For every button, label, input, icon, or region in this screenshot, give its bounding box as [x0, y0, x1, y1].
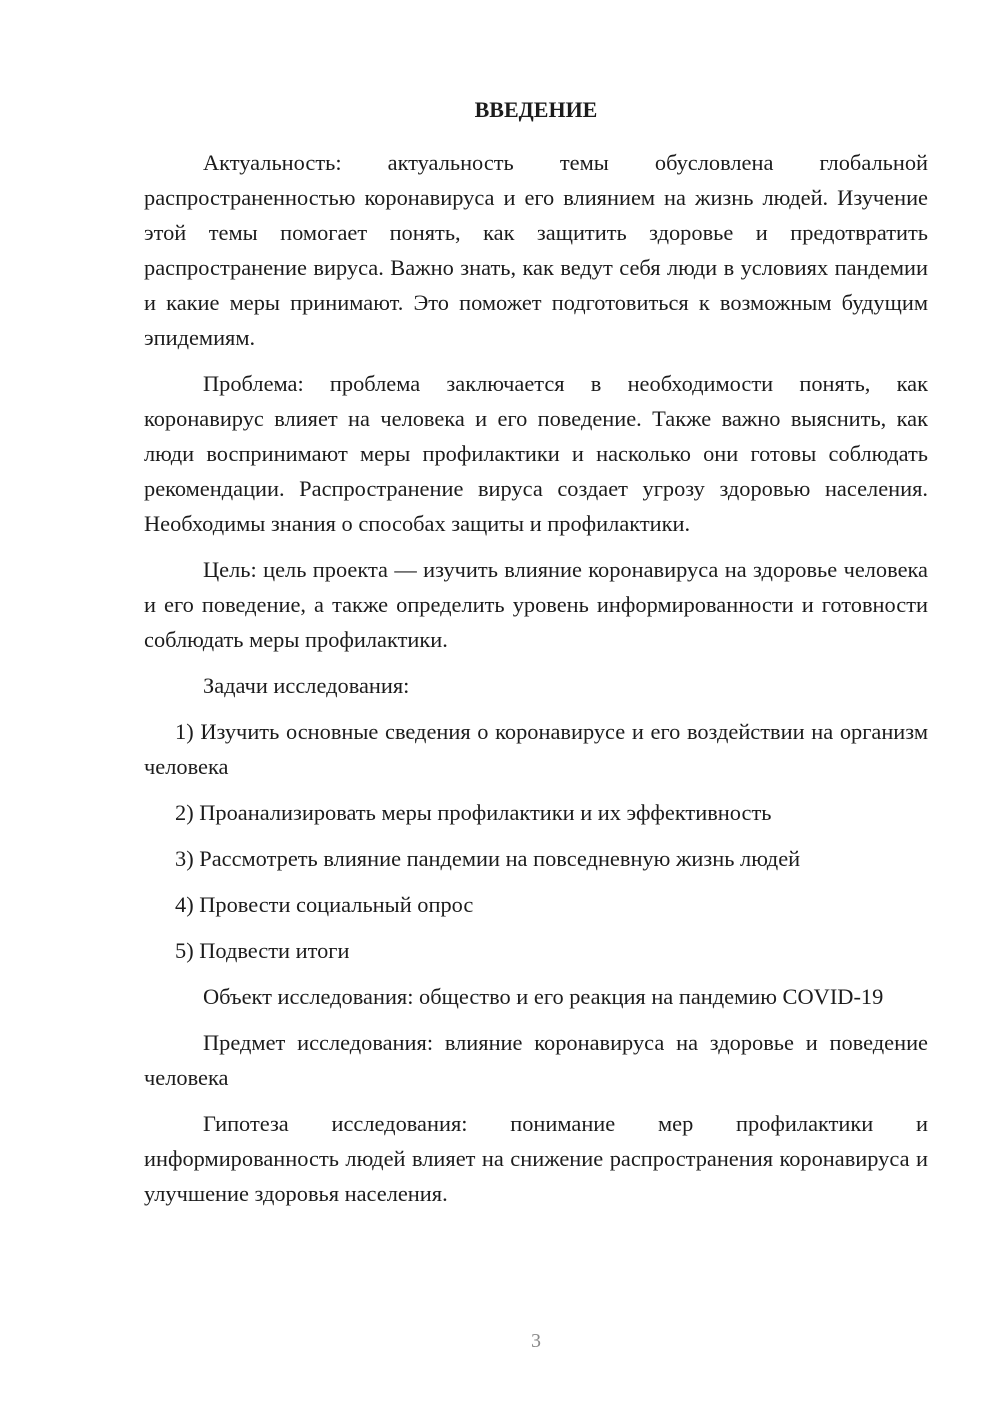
task-item-4: 4) Провести социальный опрос [175, 892, 474, 917]
page-content [144, 92, 928, 1222]
section-heading: ВВЕДЕНИЕ [474, 97, 598, 122]
task-item-2: 2) Проанализировать меры профилактики и их эффективность [175, 800, 772, 825]
tasks-title: Задачи исследования: [203, 673, 410, 698]
goal-paragraph: Цель: цель проекта — изучить влияние коронавируса на здоровье человека и его поведение, а также определить уровень информированности и готовности соблюдать меры профилактики. [144, 557, 928, 652]
page-number: 3 [531, 1330, 541, 1352]
subject-paragraph: Предмет исследования: влияние коронавируса на здоровье и поведение человека [144, 1030, 928, 1090]
hypothesis-paragraph: Гипотеза исследования: понимание мер профилактики и информированность людей влияет на снижение распространения коронавируса и улучшение здоровья населения. [144, 1111, 928, 1206]
relevance-paragraph: Актуальность: актуальность темы обусловлена глобальной распространенностью коронавируса и его влиянием на жизнь людей. Изучение этой темы помогает понять, как защитить здоровье и предотвратить распространение вируса. Важно знать, как ведут себя люди в условиях пандемии и какие меры принимают. Это поможет подготовиться к возможным будущим эпидемиям. [144, 150, 928, 350]
task-item-3: 3) Рассмотреть влияние пандемии на повседневную жизнь людей [175, 846, 801, 871]
problem-paragraph: Проблема: проблема заключается в необходимости понять, как коронавирус влияет на человека и его поведение. Также важно выяснить, как люди воспринимают меры профилактики и насколько они готовы соблюдать рекомендации. Распространение вируса создает угрозу здоровью населения. Необходимы знания о способах защиты и профилактики. [144, 371, 928, 536]
task-item-5: 5) Подвести итоги [175, 938, 350, 963]
task-item-1: 1) Изучить основные сведения о коронавирусе и его воздействии на организм человека [144, 719, 928, 779]
tasks-list [144, 714, 928, 968]
object-paragraph: Объект исследования: общество и его реакция на пандемию COVID-19 [203, 984, 884, 1009]
